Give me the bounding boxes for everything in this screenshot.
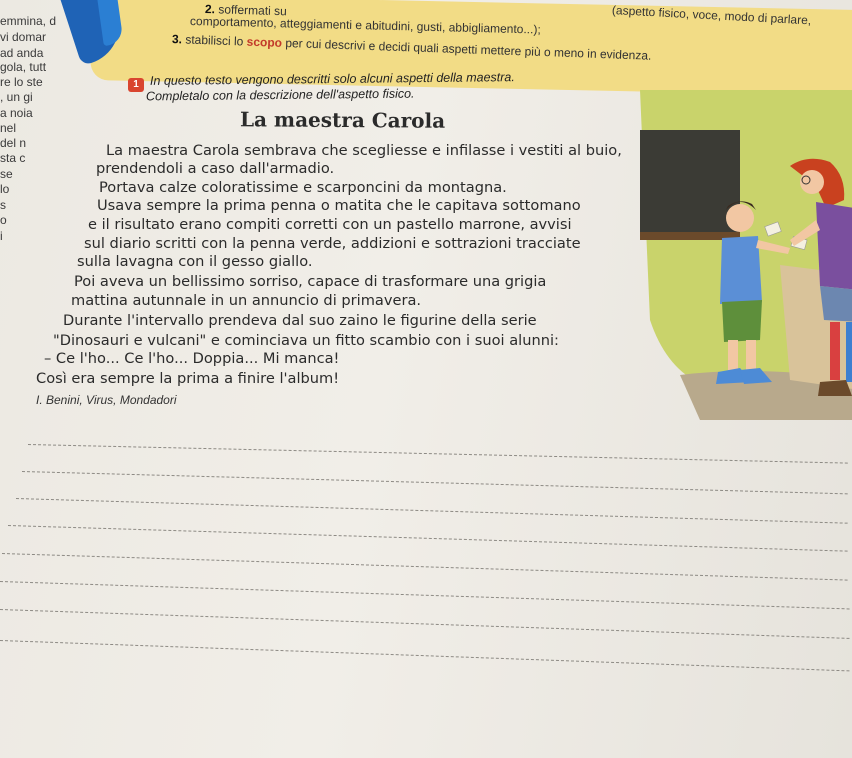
writing-line[interactable]	[8, 525, 848, 552]
boy-head	[726, 204, 754, 232]
story-line: Durante l'intervallo prendeva dal suo zaino le figurine della serie	[63, 312, 537, 329]
left-fragment: del n	[0, 136, 27, 150]
instruction-text: soffermati su	[218, 2, 288, 19]
story-line: prendendoli a caso dall'armadio.	[96, 160, 335, 177]
story-source: I. Benini, Virus, Mondadori	[36, 393, 177, 407]
writing-line[interactable]	[22, 471, 848, 494]
teacher-sock	[846, 322, 852, 382]
left-fragment: a noia	[0, 106, 33, 120]
exercise-instruction-line-1: In questo testo vengono descritti solo alcuni aspetti della maestra.	[149, 70, 515, 88]
left-fragment: re lo ste	[0, 75, 43, 89]
left-fragment: s	[0, 198, 6, 212]
instruction-number: 2.	[204, 2, 216, 17]
writing-line[interactable]	[0, 609, 850, 639]
left-fragment: , un gi	[0, 90, 33, 104]
instruction-text: per cui descrivi e decidi quali aspetti mettere più o meno in evidenza.	[285, 35, 652, 63]
story-line: Così era sempre la prima a finire l'album!	[36, 370, 340, 387]
left-fragment: gola, tutt	[0, 60, 47, 74]
blackboard	[640, 130, 740, 240]
story-line: Usava sempre la prima penna o matita che le capitava sottomano	[97, 197, 581, 214]
boy-leg	[728, 340, 738, 370]
teacher-sock	[830, 322, 840, 380]
story-line: sul diario scritti con la penna verde, addizioni e sottrazioni tracciate	[84, 235, 581, 252]
left-fragment: lo	[0, 182, 10, 196]
writing-line[interactable]	[0, 640, 849, 671]
writing-line[interactable]	[2, 553, 848, 581]
story-line: La maestra Carola sembrava che scegliesse e infilasse i vestiti al buio,	[106, 142, 622, 159]
left-fragment: o	[0, 213, 7, 227]
left-fragment: emmina, d	[0, 14, 57, 28]
instruction-text: stabilisci lo	[185, 32, 244, 49]
left-fragment: nel	[0, 121, 17, 135]
instruction-2-end: (aspetto fisico, voce, modo di parlare,	[611, 3, 812, 28]
story-line: – Ce l'ho... Ce l'ho... Doppia... Mi manca!	[44, 350, 340, 367]
story-line: sulla lavagna con il gesso giallo.	[77, 253, 313, 270]
instruction-keyword: scopo	[246, 34, 283, 50]
exercise-number-badge: 1	[128, 78, 144, 92]
left-fragment: vi domar	[0, 30, 47, 44]
left-column-fragments	[0, 0, 80, 260]
story-line: e il risultato erano compiti corretti con un pastello marrone, avvisi	[88, 216, 572, 233]
story-line: Portava calze coloratissime e scarponcini da montagna.	[99, 179, 507, 196]
story-line: Poi aveva un bellissimo sorriso, capace di trasformare una grigia	[74, 273, 547, 290]
story-line: "Dinosauri e vulcani" e cominciava un fitto scambio con i suoi alunni:	[53, 332, 559, 349]
teacher-skirt	[820, 286, 852, 322]
left-fragment: ad anda	[0, 46, 44, 60]
instruction-number: 3.	[171, 32, 183, 47]
left-fragment: se	[0, 167, 13, 181]
story-line: mattina autunnale in un annuncio di primavera.	[71, 292, 422, 309]
writing-line[interactable]	[28, 444, 848, 464]
story-title: La maestra Carola	[239, 107, 446, 133]
left-fragment: i	[0, 229, 3, 243]
teacher-and-student-illustration	[640, 90, 852, 420]
boy-leg	[746, 340, 756, 370]
writing-line[interactable]	[16, 498, 848, 524]
exercise-instruction-line-2: Completalo con la descrizione dell'aspetto fisico.	[145, 86, 415, 104]
boy-shirt	[720, 236, 762, 304]
instruction-2-continued: comportamento, atteggiamenti e abitudini, gusti, abbigliamento...);	[189, 14, 541, 37]
boy-shorts	[722, 300, 762, 342]
teacher-dress	[816, 202, 852, 290]
teacher-head	[800, 170, 824, 194]
left-fragment: sta c	[0, 151, 26, 165]
writing-line[interactable]	[0, 581, 850, 609]
